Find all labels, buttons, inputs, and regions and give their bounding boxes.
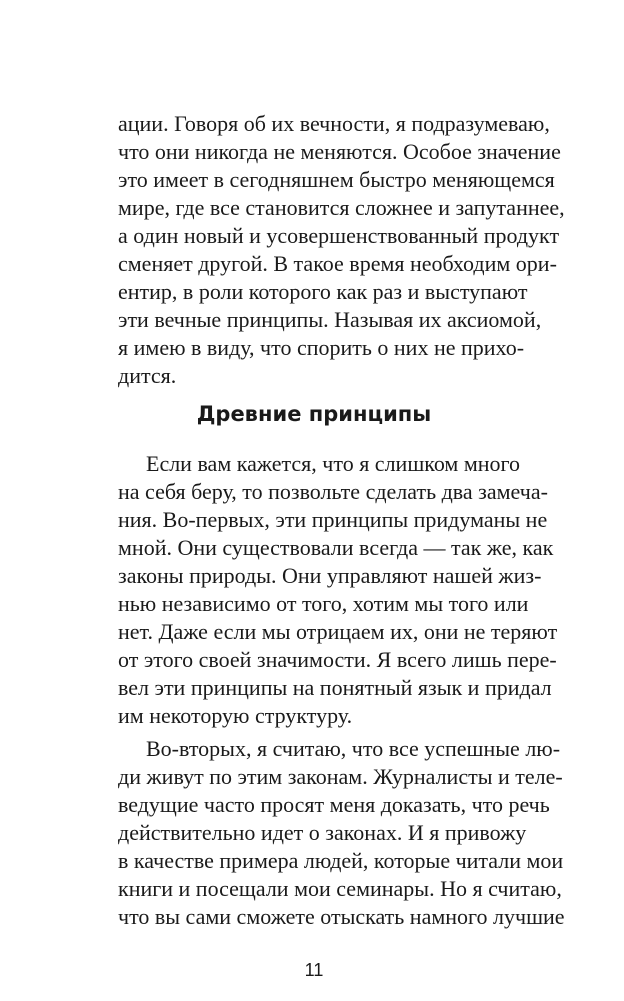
text-line: мной. Они существовали всегда — так же, как bbox=[118, 535, 554, 560]
text-line: ентир, в роли которого как раз и выступают bbox=[118, 279, 528, 304]
text-line: что они никогда не меняются. Особое значение bbox=[118, 139, 561, 164]
text-line: нет. Даже если мы отрицаем их, они не теряют bbox=[118, 619, 558, 644]
text-line: ди живут по этим законам. Журналисты и теле- bbox=[118, 764, 563, 789]
text-line: действительно идет о законах. И я привожу bbox=[118, 820, 527, 845]
page-number: 11 bbox=[304, 960, 324, 980]
text-line: вел эти принципы на понятный язык и придал bbox=[118, 675, 552, 700]
text-line: Если вам кажется, что я слишком много bbox=[146, 451, 521, 476]
text-line: сменяет другой. В такое время необходим ори- bbox=[118, 251, 557, 276]
text-line: дится. bbox=[118, 363, 177, 388]
text-line: что вы сами сможете отыскать намного лучшие bbox=[118, 904, 565, 929]
text-line: ации. Говоря об их вечности, я подразумеваю, bbox=[118, 111, 550, 136]
text-line: мире, где все становится сложнее и запутаннее, bbox=[118, 195, 565, 220]
text-line: это имеет в сегодняшнем быстро меняющемся bbox=[118, 167, 555, 192]
text-line: в качестве примера людей, которые читали мои bbox=[118, 848, 564, 873]
text-line: законы природы. Они управляют нашей жиз- bbox=[118, 563, 542, 588]
text-line: я имею в виду, что спорить о них не прихо- bbox=[118, 335, 525, 360]
text-line: книги и посещали мои семинары. Но я считаю, bbox=[118, 876, 562, 901]
text-line: от этого своей значимости. Я всего лишь пере- bbox=[118, 647, 557, 672]
text-line: им некоторую структуру. bbox=[118, 703, 353, 728]
text-line: Во-вторых, я считаю, что все успешные лю- bbox=[146, 736, 561, 761]
text-line: нью независимо от того, хотим мы того или bbox=[118, 591, 529, 616]
text-line: ния. Во-первых, эти принципы придуманы не bbox=[118, 507, 548, 532]
section-heading: Древние принципы bbox=[196, 402, 432, 426]
text-line: эти вечные принципы. Называя их аксиомой, bbox=[118, 307, 542, 332]
text-line: на себя беру, то позвольте сделать два замеча- bbox=[118, 479, 548, 504]
text-line: а один новый и усовершенствованный продукт bbox=[118, 223, 560, 248]
text-line: ведущие часто просят меня доказать, что речь bbox=[118, 792, 550, 817]
